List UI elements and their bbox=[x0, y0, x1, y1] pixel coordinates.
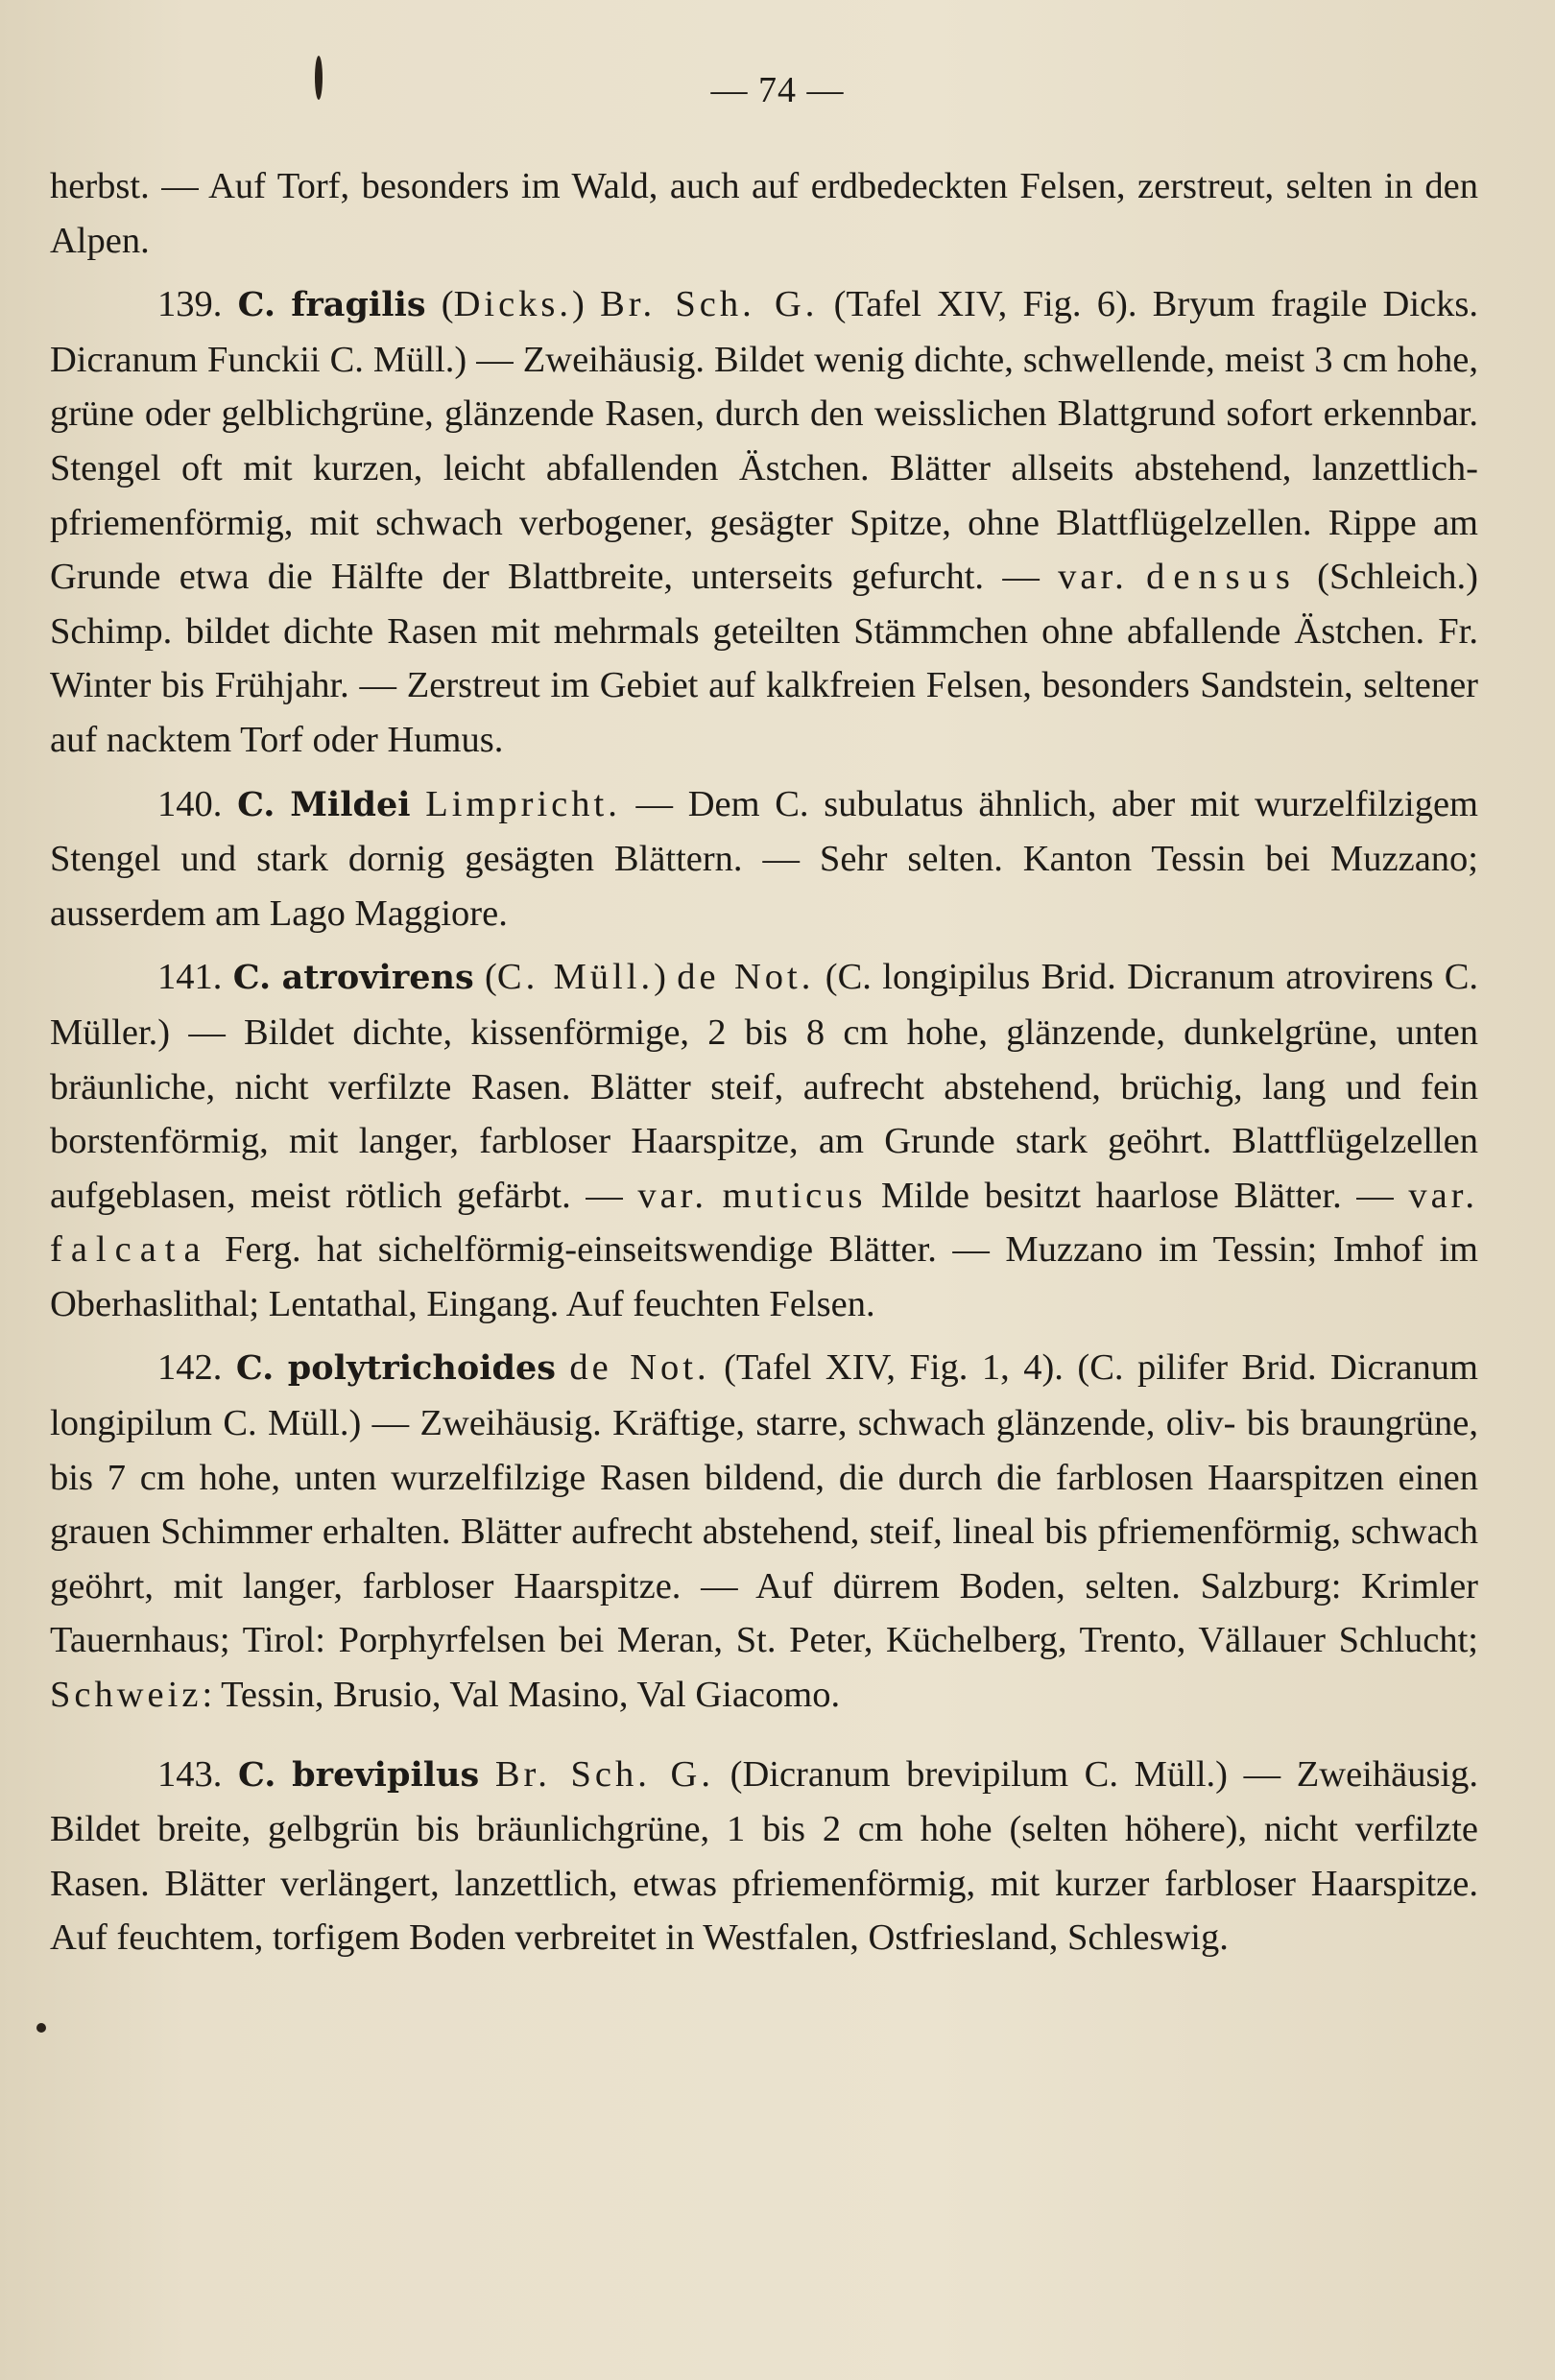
author-close: ) bbox=[654, 957, 678, 998]
species-author: de Not. bbox=[569, 1347, 710, 1389]
entry-number: 141. bbox=[157, 957, 223, 998]
species-name: polytrichoides bbox=[287, 1348, 556, 1389]
author-open: ( bbox=[473, 957, 497, 998]
variety-label: var. bbox=[1058, 557, 1128, 598]
species-author-tail: de Not. bbox=[677, 957, 815, 998]
species-name: brevipilus bbox=[292, 1754, 480, 1795]
intro-paragraph bbox=[50, 159, 1478, 268]
entry-description: (C. longipilus Brid. Dicranum atrovirens C. Müller.) — Bildet dichte, kissenförmige, 2 bis 8 cm hohe, glänzende, dunkelgrüne, unten bräunliche, nicht verfilzte Rasen. Blätter steif, aufrecht abstehend, brüchig, lang und fein borstenförmig, mit langer, farbloser Haarspitze, am Grunde stark geöhrt. Blattflügelzellen aufgeblasen, meist rötlich gefärbt. — bbox=[50, 957, 1479, 1216]
variety-label: var. bbox=[637, 1175, 707, 1216]
entry-141 bbox=[50, 950, 1478, 1331]
variety-description: (Schleich.) Schimp. bildet dichte Rasen mit mehrmals geteilten Stämmchen ohne abfallende Ästchen. Fr. Winter bis Frühjahr. — Zerstreut im Gebiet auf kalkfreien Felsen, besonders Sandstein, seltener auf nacktem Torf oder Humus. bbox=[50, 557, 1478, 760]
entry-number: 143. bbox=[157, 1753, 223, 1795]
species-name: Mildei bbox=[290, 784, 411, 824]
entry-140 bbox=[50, 777, 1478, 941]
entry-genus: C. bbox=[232, 958, 272, 998]
species-author: Dicks. bbox=[453, 284, 573, 325]
entry-142 bbox=[50, 1341, 1478, 1722]
entry-143 bbox=[50, 1748, 1478, 1965]
variety-description: Milde besitzt haarlose Blätter. — bbox=[866, 1175, 1409, 1216]
entry-number: 142. bbox=[157, 1347, 223, 1389]
ink-speck bbox=[36, 2023, 46, 2033]
species-name: atrovirens bbox=[281, 958, 474, 998]
variety-label-2: var. bbox=[1408, 1175, 1479, 1216]
entry-genus: C. bbox=[235, 1348, 275, 1389]
entry-genus: C. bbox=[237, 784, 275, 824]
entry-139 bbox=[50, 277, 1478, 767]
entry-description: (Tafel XIV, Fig. 1, 4). (C. pilifer Brid. Dicranum longipilum C. Müll.) — Zweihäusig. Kräftige, starre, schwach glänzende, oliv- bis braungrüne, bis 7 cm hohe, unten wurzelfilzige Rasen bildend, die durch die farblosen Haarspitzen einen grauen Schimmer erhalten. Blätter aufrecht abstehend, steif, lineal bis pfriemenförmig, schwach geöhrt, mit langer, farbloser Haarspitze. — Auf dürrem Boden, selten. Salzburg: Krimler Tauernhaus; Tirol: Porphyrfelsen bei Meran, St. Peter, Küchelberg, Trento, Vällauer Schlucht; bbox=[50, 1347, 1479, 1661]
entry-genus: C. bbox=[238, 1754, 276, 1795]
page-number: — 74 — bbox=[710, 70, 845, 110]
entry-description: — Dem C. subulatus ähnlich, aber mit wurzelfilzigem Stengel und stark dornig gesägten Blättern. — Sehr selten. Kanton Tessin bei Muzzano; ausserdem am Lago Maggiore. bbox=[50, 783, 1478, 934]
page-body bbox=[50, 159, 1478, 1965]
species-name: fragilis bbox=[291, 285, 426, 325]
entry-description: (Tafel XIV, Fig. 6). Bryum fragile Dicks. Dicranum Funckii C. Müll.) — Zweihäusig. Bildet wenig dichte, schwellende, meist 3 cm hohe, grüne oder gelblichgrüne, glänzende Rasen, durch den weisslichen Blattgrund sofort erkennbar. Stengel oft mit kurzen, leicht abfallenden Ästchen. Blätter allseits abstehend, lanzettlich-pfriemenförmig, mit schwach verbogener, gesägter Spitze, ohne Blattflügelzellen. Rippe am Grunde etwa die Hälfte der Blattbreite, unterseits gefurcht. — bbox=[50, 284, 1478, 598]
region-label: Schweiz bbox=[50, 1675, 203, 1716]
entry-genus: C. bbox=[237, 285, 276, 325]
variety-name: densus bbox=[1146, 557, 1299, 598]
species-author-tail: Br. Sch. G. bbox=[600, 284, 819, 325]
variety-name: muticus bbox=[722, 1175, 867, 1216]
variety-name-2: falcata bbox=[50, 1229, 209, 1271]
entry-description: (Dicranum brevipilum C. Müll.) — Zweihäusig. Bildet breite, gelbgrün bis bräunlichgrüne, 1 bis 2 cm hohe (selten höhere), nicht verfilzte Rasen. Blätter verlängert, lanzettlich, etwas pfriemenförmig, mit kurzer farbloser Haarspitze. Auf feuchtem, torfigem Boden verbreitet in Westfalen, Ostfriesland, Schleswig. bbox=[50, 1753, 1479, 1959]
species-author: Br. Sch. G. bbox=[494, 1753, 714, 1795]
entry-number: 139. bbox=[157, 284, 223, 325]
intro-text: herbst. — Auf Torf, besonders im Wald, auch auf erdbedeckten Felsen, zerstreut, selten in den Alpen. bbox=[50, 166, 1478, 261]
variety-description-2: Ferg. hat sichelförmig-einseitswendige Blätter. — Muzzano im Tessin; Imhof im Oberhaslithal; Lentathal, Eingang. Auf feuchten Felsen. bbox=[50, 1229, 1478, 1324]
region-localities: : Tessin, Brusio, Val Masino, Val Giacomo. bbox=[202, 1675, 841, 1716]
author-open: ( bbox=[425, 284, 454, 325]
species-author: Limpricht. bbox=[425, 783, 621, 824]
species-author: C. Müll. bbox=[496, 957, 655, 998]
entry-number: 140. bbox=[157, 783, 223, 824]
author-close: ) bbox=[572, 284, 601, 325]
